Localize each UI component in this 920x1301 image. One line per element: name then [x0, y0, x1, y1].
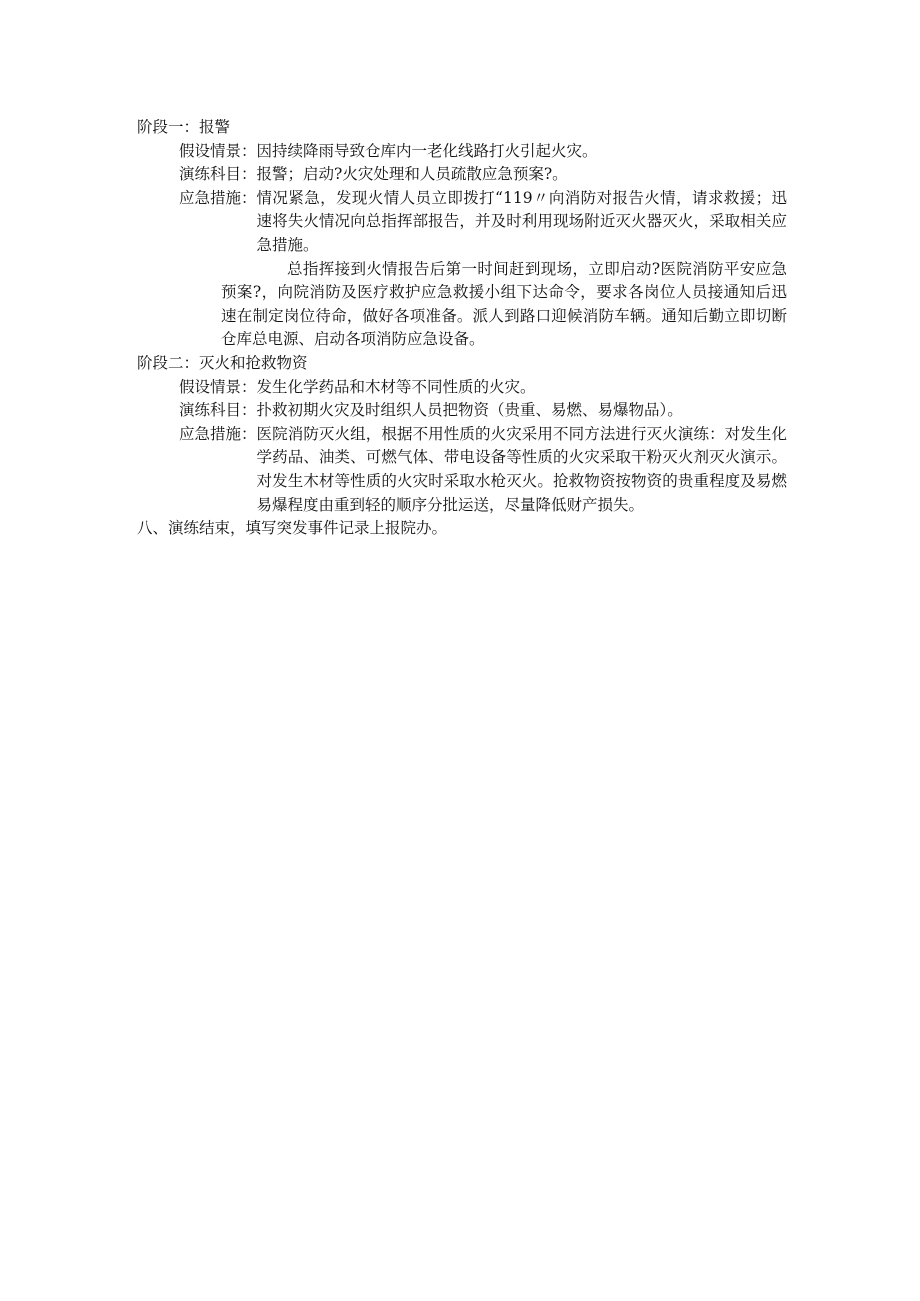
stage1-subject-label: 演练科目： — [179, 165, 257, 184]
stage1-measures-label: 应急措施： — [179, 188, 257, 207]
stage1-subject-text: 报警；启动?火灾处理和人员疏散应急预案?。 — [256, 165, 568, 184]
stage2-scenario-text: 发生化学药品和木材等不同性质的火灾。 — [256, 377, 536, 396]
stage1-heading: 阶段一：报警 — [137, 118, 231, 136]
stage2-heading: 阶段二：灭火和抢救物资 — [137, 353, 308, 372]
stage2-scenario-label: 假设情景： — [179, 377, 257, 396]
stage2-measures-label: 应急措施： — [179, 424, 257, 443]
stage2-subject — [137, 399, 787, 423]
stage1-scenario — [137, 140, 787, 164]
closing-line: 八、演练结束，填写突发事件记录上报院办。 — [137, 519, 448, 538]
stage2-measures-text: 医院消防灭火组，根据不用性质的火灾采用不同方法进行灭火演练：对发生化学药品、油类、可燃气体、带电设备等性质的火灾采取干粉灭火剂灭火演示。对发生木材等性质的火灾时采取水枪灭火。抢救物资按物资的贵重程度及易燃易爆程度由重到轻的顺序分批运送，尽量降低财产损失。 — [256, 424, 787, 514]
stage2-subject-label: 演练科目： — [179, 401, 257, 420]
stage1-subject — [137, 163, 787, 187]
stage2-scenario — [137, 376, 787, 400]
stage2-measures — [137, 423, 787, 517]
stage1-measures-text: 情况紧急，发现火情人员立即拨打“119〃向消防对报告火情，请求救援；迅速将失火情况向总指挥部报告，并及时利用现场附近灭火器灭火，采取相关应急措施。 — [256, 188, 787, 254]
stage1-scenario-text: 因持续降雨导致仓库内一老化线路打火引起火灾。 — [256, 141, 598, 160]
stage1-measures-continued: 总指挥接到火情报告后第一时间赶到现场，立即启动?医院消防平安应急预案?，向院消防及医疗救护应急救援小组下达命令，要求各岗位人员接通知后迅速在制定岗位待命，做好各项准备。派人到路口迎候消防车辆。通知后勤立即切断仓库总电源、启动各项消防应急设备。 — [221, 259, 787, 349]
stage1-scenario-label: 假设情景： — [179, 141, 257, 160]
document-body — [137, 116, 787, 541]
stage1-measures — [137, 187, 787, 258]
stage2-subject-text: 扑救初期火灾及时组织人员把物资（贵重、易燃、易爆物品）。 — [256, 401, 683, 420]
